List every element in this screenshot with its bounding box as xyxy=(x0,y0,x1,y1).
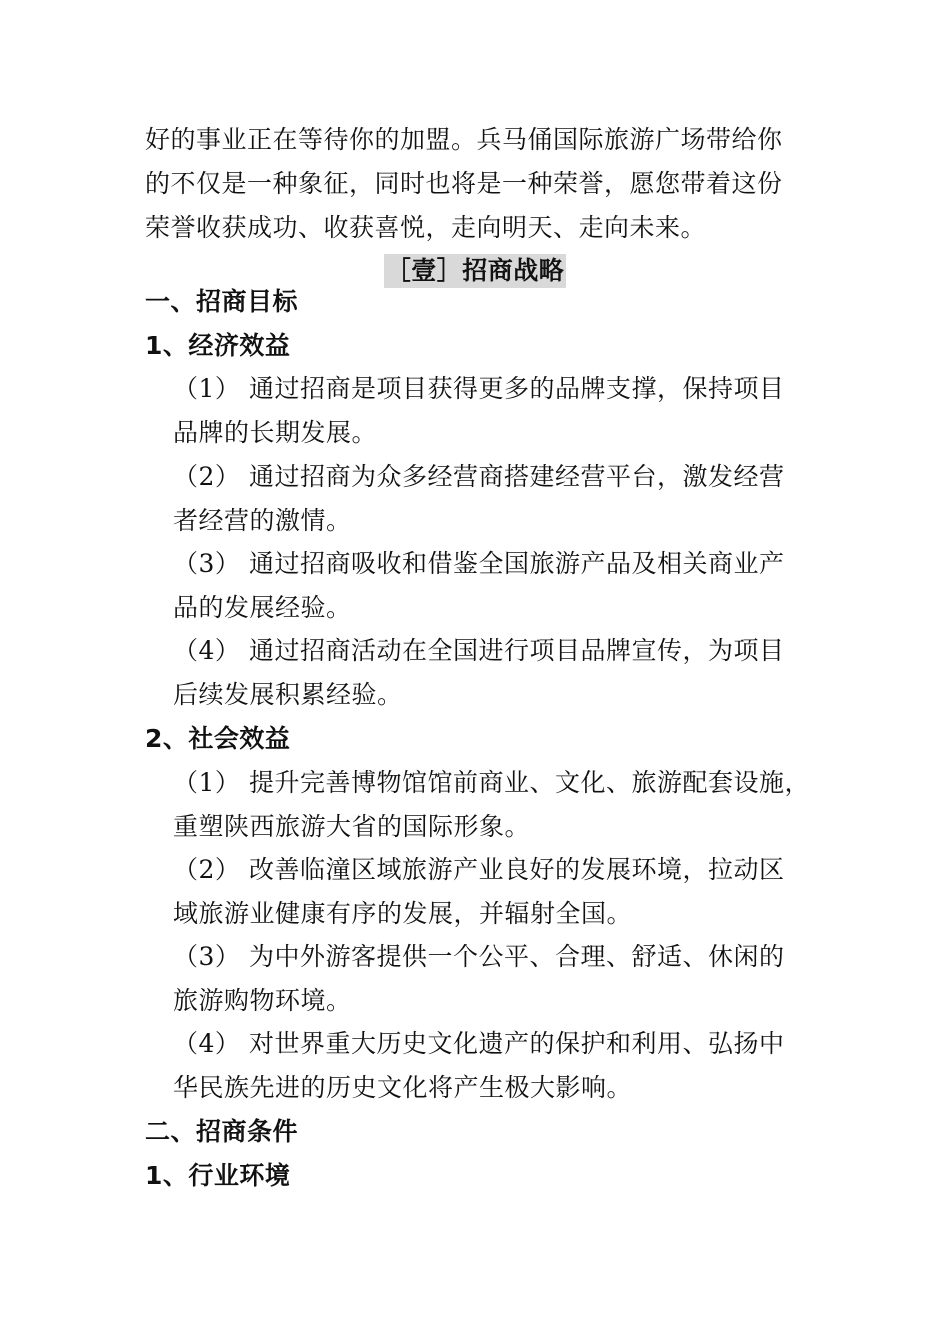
item-number: （2） xyxy=(173,855,241,884)
item-number: （3） xyxy=(173,942,241,971)
item-continuation: 后续发展积累经验。 xyxy=(173,680,403,709)
item-text: 对世界重大历史文化遗产的保护和利用、弘扬中 xyxy=(249,1029,785,1058)
item-number: （4） xyxy=(173,1029,241,1058)
item-continuation: 域旅游业健康有序的发展，并辐射全国。 xyxy=(173,899,633,928)
list-item xyxy=(173,852,785,888)
item-text: 通过招商吸收和借鉴全国旅游产品及相关商业产 xyxy=(249,549,785,578)
list-item xyxy=(173,765,810,801)
item-text: 通过招商活动在全国进行项目品牌宣传，为项目 xyxy=(249,636,785,665)
item-continuation: 华民族先进的历史文化将产生极大影响。 xyxy=(173,1073,633,1102)
heading-conditions: 二、招商条件 xyxy=(145,1117,299,1146)
item-continuation: 重塑陕西旅游大省的国际形象。 xyxy=(173,812,531,841)
item-number: （4） xyxy=(173,636,241,665)
item-number: （3） xyxy=(173,549,241,578)
item-text: 通过招商是项目获得更多的品牌支撑，保持项目 xyxy=(249,374,785,403)
item-continuation: 品牌的长期发展。 xyxy=(173,418,378,447)
heading-social: 2、社会效益 xyxy=(145,724,291,753)
item-number: （2） xyxy=(173,462,241,491)
intro-line-1: 好的事业正在等待你的加盟。兵马俑国际旅游广场带给你 xyxy=(145,125,783,154)
intro-line-2: 的不仅是一种象征，同时也将是一种荣誉，愿您带着这份 xyxy=(145,169,783,198)
item-continuation: 旅游购物环境。 xyxy=(173,986,352,1015)
list-item xyxy=(173,371,785,407)
list-item xyxy=(173,459,785,495)
heading-targets: 一、招商目标 xyxy=(145,287,299,316)
list-item xyxy=(173,633,785,669)
item-continuation: 品的发展经验。 xyxy=(173,593,352,622)
item-text: 通过招商为众多经营商搭建经营平台，激发经营 xyxy=(249,462,785,491)
heading-industry-environment: 1、行业环境 xyxy=(145,1161,291,1190)
heading-economic: 1、经济效益 xyxy=(145,331,291,360)
item-text: 为中外游客提供一个公平、合理、舒适、休闲的 xyxy=(249,942,785,971)
section-title: ［壹］招商战略 xyxy=(384,254,567,288)
item-text: 改善临潼区域旅游产业良好的发展环境，拉动区 xyxy=(249,855,785,884)
item-continuation: 者经营的激情。 xyxy=(173,506,352,535)
item-number: （1） xyxy=(173,768,241,797)
section-title-wrap xyxy=(0,254,950,288)
list-item xyxy=(173,546,785,582)
item-number: （1） xyxy=(173,374,241,403)
list-item xyxy=(173,1026,785,1062)
list-item xyxy=(173,939,785,975)
item-text: 提升完善博物馆馆前商业、文化、旅游配套设施， xyxy=(249,768,811,797)
intro-line-3: 荣誉收获成功、收获喜悦，走向明天、走向未来。 xyxy=(145,213,707,242)
